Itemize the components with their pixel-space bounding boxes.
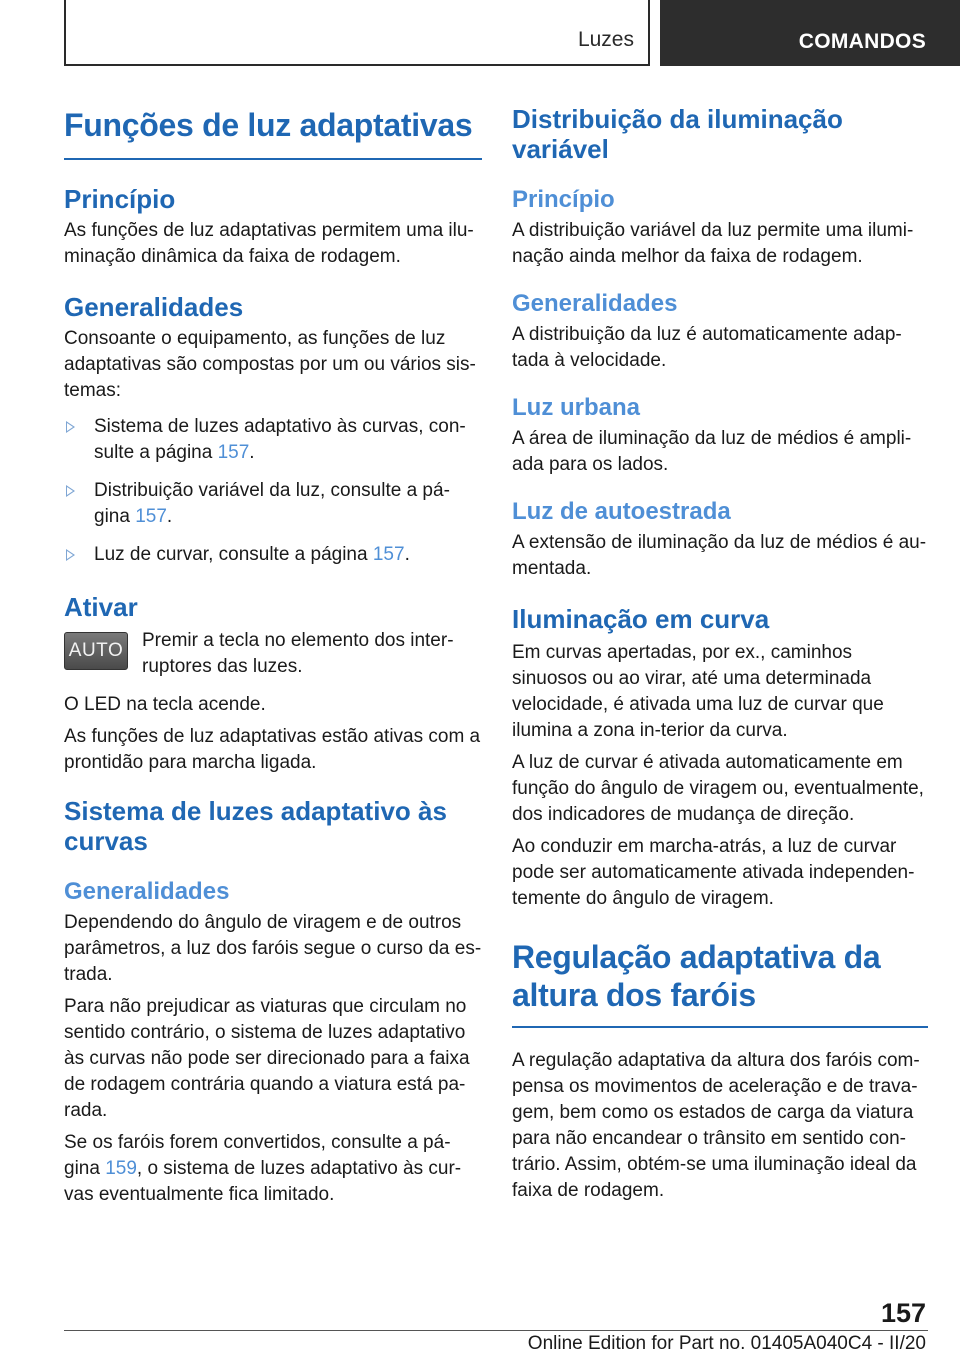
heading-cornering-light: Iluminação em curva (512, 604, 770, 634)
header-section-tab (64, 0, 650, 66)
list-item: Luz de curvar, consulte a página 157. (64, 542, 482, 568)
cornering-text-3: Ao conduzir em marcha-atrás, a luz de curvar pode ser automaticamente ativada independen-temente do ângulo de viragem. (512, 836, 915, 909)
title-headlight-leveling: Regulação adaptativa da altura dos faróis (512, 939, 881, 1013)
list-item: Distribuição variável da luz, consulte a pá-gina 157. (64, 478, 482, 530)
heading-distribution: Distribuição da iluminação variável (512, 104, 843, 164)
subheading-general: Generalidades (64, 878, 230, 905)
chapter-title: COMANDOS (798, 30, 926, 53)
page-number: 157 (880, 1298, 926, 1328)
auto-button-icon: AUTO (64, 632, 128, 670)
subheading-principle: Princípio (512, 186, 615, 213)
cornering-text-1: Em curvas apertadas, por ex., caminhos sinuosos ou ao virar, até uma determinada velocidade, é ativada uma luz de curvar que ilumina a zona in-terior da curva. (512, 642, 884, 741)
subheading-highway-light: Luz de autoestrada (512, 498, 731, 525)
curve-text-1: Dependendo do ângulo de viragem e de outros parâmetros, a luz dos faróis segue o curso da es-trada. (64, 912, 482, 985)
principle-text: As funções de luz adaptativas permitem uma ilu-minação dinâmica da faixa de rodagem. (64, 220, 474, 267)
heading-activate: Ativar (64, 592, 138, 622)
title-divider (64, 158, 482, 160)
curve-text-2: Para não prejudicar as viaturas que circulam no sentido contrário, o sistema de luzes adaptativo às curvas não pode ser direcionado para a faixa de rodagem contrária quando a viatura está pa-rada. (64, 996, 470, 1121)
urban-light-text: A área de iluminação da luz de médios é ampli-ada para os lados. (512, 428, 912, 475)
curve-text-3: Se os faróis forem convertidos, consulte a pá-gina 159, o sistema de luzes adaptativo às cur-vas eventualmente fica limitado. (64, 1132, 462, 1205)
activate-row (64, 628, 482, 680)
distribution-principle-text: A distribuição variável da luz permite uma ilumi-nação ainda melhor da faixa de rodagem. (512, 220, 914, 267)
triangle-bullet-icon (66, 421, 75, 433)
general-text: Consoante o equipamento, as funções de luz adaptativas são compostas por um ou vários sis-temas: (64, 328, 476, 401)
title-divider (512, 1026, 928, 1028)
page-title-adaptive-light: Funções de luz adaptativas (64, 107, 473, 143)
subheading-urban-light: Luz urbana (512, 394, 641, 421)
left-column (64, 100, 482, 1208)
heading-curve-system: Sistema de luzes adaptativo às curvas (64, 796, 447, 856)
triangle-bullet-icon (66, 485, 75, 497)
section-title: Luzes (577, 28, 634, 51)
page-link[interactable]: 157 (372, 544, 405, 565)
active-text: As funções de luz adaptativas estão ativas com a prontidão para marcha ligada. (64, 726, 481, 773)
led-text: O LED na tecla acende. (64, 694, 266, 715)
leveling-text: A regulação adaptativa da altura dos faróis com-pensa os movimentos de aceleração e de trava-gem, bem como os estados de carga da viatura para não encandear o trânsito em sentido con-trário. Assim, obtém-se uma iluminação ideal da faixa de rodagem. (512, 1050, 920, 1201)
cornering-text-2: A luz de curvar é ativada automaticamente em função do ângulo de viragem ou, eventualmente, dos indicadores de mudança de direção. (512, 752, 924, 825)
footer-divider (64, 1330, 928, 1331)
page-link[interactable]: 157 (217, 442, 250, 463)
right-column (512, 100, 928, 1204)
triangle-bullet-icon (66, 549, 75, 561)
systems-list (64, 414, 482, 568)
subheading-general: Generalidades (512, 290, 678, 317)
page-link[interactable]: 157 (135, 506, 167, 527)
heading-general: Generalidades (64, 292, 244, 322)
distribution-general-text: A distribuição da luz é automaticamente adap-tada à velocidade. (512, 324, 902, 371)
edition-text: Online Edition for Part no. 01405A040C4 - II/20 (527, 1333, 926, 1354)
activate-text: Premir a tecla no elemento dos inter-ruptores das luzes. (142, 630, 454, 677)
list-item: Sistema de luzes adaptativo às curvas, con-sulte a página 157. (64, 414, 482, 466)
heading-principle: Princípio (64, 184, 176, 214)
page-link[interactable]: 159 (105, 1158, 137, 1179)
highway-light-text: A extensão de iluminação da luz de médios é au-mentada. (512, 532, 927, 579)
header-chapter-tab (660, 0, 960, 66)
